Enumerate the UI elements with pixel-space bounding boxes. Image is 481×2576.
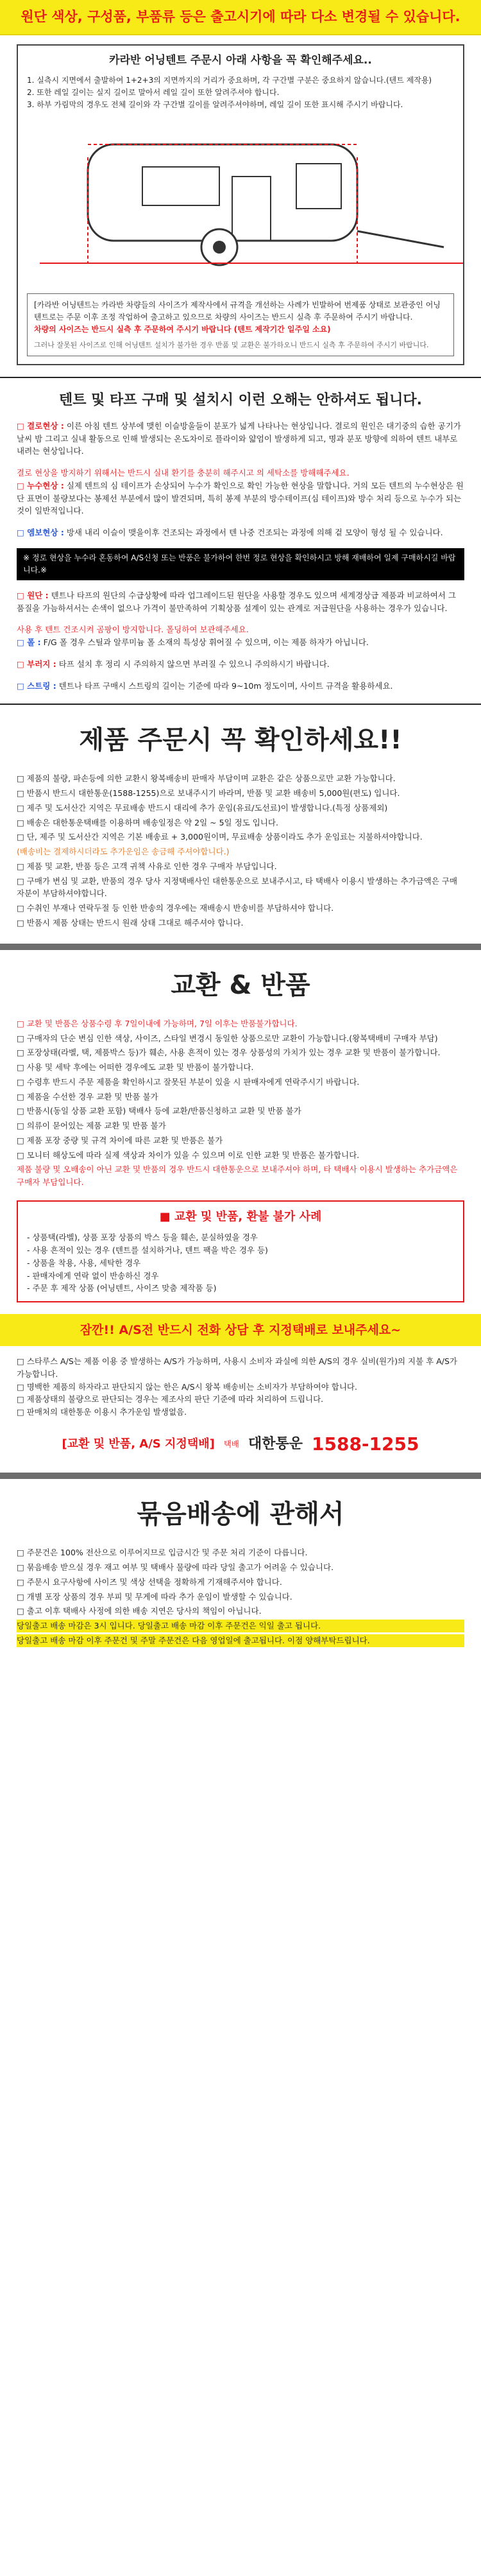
no-refund-item: - 상품을 착용, 사용, 세탁한 경우 xyxy=(27,1258,141,1268)
courier-info xyxy=(0,1430,481,1458)
para-text: 이른 아침 텐트 상부에 맺힌 이슬방울들이 분포가 넓게 나타나는 현상입니다. 결로의 원인은 대기중의 습한 공기가 날씨 밤 그리고 실내 활동으로 인해 발생되는 온도차이로 플라이와 얇엄이 발생하게 되고, 명과 분포 방향에 의하여 텐트 내부로 내려는 현상입니다. xyxy=(17,420,461,456)
exchange-title: 교환 & 반품 xyxy=(171,970,310,1000)
courier-brand-small: 택배 xyxy=(223,1439,239,1449)
camper-diagram xyxy=(27,119,454,286)
tent-para xyxy=(17,636,464,649)
exchange-list xyxy=(17,1017,464,1189)
exchange-line: □ 제품 포장 중량 및 규격 차이에 따른 교환 및 반품은 불가 xyxy=(17,1135,223,1145)
order-check-section xyxy=(0,720,481,929)
camper-note xyxy=(27,293,454,356)
exchange-section xyxy=(0,965,481,1189)
tent-section xyxy=(0,390,481,692)
order-line: □ 반품시 반드시 대한통운(1588-1255)으로 보내주시기 바라며, 반품 및 교환 배송비 5,000원(편도) 입니다. xyxy=(17,788,400,799)
bundle-line: □ 주문시 요구사항에 사이즈 및 색상 선택을 정확하게 기재해주셔야 합니다. xyxy=(17,1577,282,1587)
order-check-title: 제품 주문시 꼭 확인하세요!! xyxy=(79,725,402,756)
order-line: □ 제품 및 교환, 반품 등은 고객 귀책 사유로 인한 경우 구매자 부담입니다. xyxy=(17,861,277,871)
para-text: 실제 텐트의 심 테이프가 손상되어 누수가 확인으로 확인 가능한 현상을 말합니다. 거의 모든 텐트의 누수현상은 원단 표면이 불량보다는 봉제선 부분에서 많이 발견되며, 특히 봉제 부분의 방수테이프(심 테이프)와 방수 처리 등으로 누수가 되는 것이 일반적입니다. xyxy=(17,480,464,516)
notice-item: 2. 또한 레일 길이는 실지 길이로 말아서 레일 길이 또한 알려주셔야 합니다. xyxy=(27,87,280,97)
order-line: □ 수취인 부재나 연락두절 등 인한 반송의 경우에는 재배송시 반송비를 부담하셔야 합니다. xyxy=(17,903,334,913)
para-text: 타프 설치 후 정리 시 주의하지 않으면 부러질 수 있으니 주의하시기 바랍니다. xyxy=(58,659,330,669)
as-line: □ 판매처의 대한통운 이용시 추가운임 발생없음. xyxy=(17,1407,187,1417)
bundle-highlight: 당일출고 배송 마감은 3시 입니다. 당일출고 배송 마감 이후 주문건은 익일 출고 됩니다. xyxy=(17,1620,464,1632)
no-refund-item: - 판매자에게 연락 없이 반송하신 경우 xyxy=(27,1270,159,1281)
as-line: □ 명백한 제품의 하자라고 판단되지 않는 한은 A/S시 왕복 배송비는 소비자가 부담하여야 합니다. xyxy=(17,1381,357,1392)
notice-list xyxy=(27,74,454,111)
notice-note: [카라반 어닝텐트는 카라반 차량들의 사이즈가 제작사에서 규격을 개선하는 사례가 빈발하여 번제품 상태로 보관중인 어닝텐트로는 주문 이후 조정 작업하여 출고하고 있으므로 차량의 사이즈는 반드시 실측 후 주문하여 주시기 바랍니다. xyxy=(34,300,441,322)
no-refund-item: - 상품택(라벨), 상품 포장 상품의 박스 등을 훼손, 분실하였을 경우 xyxy=(27,1232,258,1243)
divider xyxy=(0,377,481,378)
exchange-line: □ 반품시(동일 상품 교환 포함) 택배사 등에 교환/반품신청하고 교환 및 반품 불가 xyxy=(17,1106,301,1116)
bundle-line: □ 주문건은 100% 전산으로 이루어지므로 입금시간 및 주문 처리 기준이 다릅니다. xyxy=(17,1548,308,1558)
tent-para xyxy=(17,480,464,517)
notice-title: 카라반 어닝텐트 주문시 아래 사항을 꼭 확인해주세요.. xyxy=(109,54,372,67)
tent-section-title: 텐트 및 타프 구매 및 설치시 이런 오해는 안하셔도 됩니다. xyxy=(58,392,423,409)
as-line: □ 스타루스 A/S는 제품 이용 중 발생하는 A/S가 가능하며, 사용시 소비자 과실에 의한 A/S의 경우 실비(원가)의 지불 후 A/S가 가능합니다. xyxy=(17,1356,457,1379)
para-head: □ 원단 : xyxy=(17,590,49,600)
notice-note-small: 그러나 잘못된 사이즈로 인해 어닝텐트 설치가 불가한 경우 반품 및 교환은 불가하오니 반드시 실측 후 주문하여 주시기 바랍니다. xyxy=(34,340,429,349)
order-note-red: (배송비는 결제하시더라도 추가운임은 송금해 주셔야합니다.) xyxy=(17,847,230,857)
tent-para xyxy=(17,680,464,693)
bundle-section xyxy=(0,1494,481,1647)
para-text: 텐트나 타프 구매시 스트링의 길이는 기준에 따라 9~10m 정도이며, 사이트 규격을 활용하세요. xyxy=(58,680,393,691)
caravan-illustration xyxy=(27,119,472,286)
order-check-list xyxy=(17,772,464,929)
para-text: 방새 내리 이슬이 맺을이후 건조되는 과정에서 텐 나중 건조되는 과정에 의해 겉 모양이 형성 될 수 있습니다. xyxy=(66,528,443,538)
no-refund-item: - 사용 흔적이 있는 경우 (텐트를 설치하거나, 텐트 팩을 박은 경우 등) xyxy=(27,1245,268,1256)
bundle-title: 묶음배송에 관해서 xyxy=(137,1500,344,1530)
bundle-line: □ 출고 이후 택배사 사정에 의한 배송 지연은 당사의 책임이 아닙니다. xyxy=(17,1606,262,1616)
order-line: □ 단, 제주 및 도서산간 지역은 기본 배송료 + 3,000원이며, 무료배송 상품이라도 추가 운임료는 지불하셔야합니다. xyxy=(17,832,423,842)
order-line: □ 반품시 제품 상태는 반드시 원래 상태 그대로 해주셔야 합니다. xyxy=(17,917,244,928)
exchange-line: □ 구매자의 단순 변심 인한 색상, 사이즈, 스타일 변경시 동일한 상품으로만 교환이 가능합니다.(왕복택배비 구매자 부담) xyxy=(17,1033,438,1043)
exchange-line: □ 사용 및 세탁 후에는 어떠한 경우에도 교환 및 반품이 불가합니다. xyxy=(17,1062,254,1073)
order-line: □ 구매가 변심 및 교환, 반품의 경우 당사 지정택배사인 대한통운으로 보내주시고, 타 택배사 이용시 발생하는 추가금액은 구매자분이 부담하셔야합니다. xyxy=(17,876,458,899)
top-banner: 원단 색상, 구성품, 부품류 등은 출고시기에 따라 다소 변경될 수 있습니다. xyxy=(0,0,481,35)
as-section xyxy=(0,1355,481,1419)
para-head: □ 폴 : xyxy=(17,637,41,648)
para-head: □ 결로현상 : xyxy=(17,420,64,431)
as-banner: 잠깐!! A/S전 반드시 전화 상담 후 지정택배로 보내주세요~ xyxy=(0,1314,481,1346)
tent-para xyxy=(17,589,464,615)
tent-red-line: 사용 후 텐트 건조시켜 곰팡이 방지합니다. 폴딩하여 보관해주세요. xyxy=(17,625,249,635)
tent-red-line: 결로 현상을 방지하기 위해서는 반드시 실내 환기를 충분히 해주시고 의 세탁소를 방해해주세요. xyxy=(17,468,350,478)
condensation-warning: ※ 정로 현상을 누수라 혼동하여 A/S신청 또는 반품은 불가하여 한번 정로 현상을 확인하시고 방해 재배하여 일제 구매하시길 바랍니다.※ xyxy=(17,548,464,580)
no-refund-box xyxy=(17,1200,464,1302)
bundle-highlight: 당일출고 배송 마감 이후 주문건 및 주말 주문건은 다음 영업일에 출고됩니다. 이점 양해부탁드립니다. xyxy=(17,1634,464,1647)
notice-note-red: 차량의 사이즈는 반드시 실측 후 주문하여 주시기 바랍니다 (텐트 제작기간 일주일 소요) xyxy=(34,324,331,334)
order-line: □ 제품의 불량, 파손등에 의한 교환시 왕복배송비 판매자 부담이며 교환은 같은 상품으로만 교환 가능합니다. xyxy=(17,774,396,784)
bundle-list xyxy=(17,1546,464,1647)
no-refund-title: ■ 교환 및 반품, 환불 불가 사례 xyxy=(159,1209,322,1223)
section-divider-bar xyxy=(0,1473,481,1479)
section-divider-bar xyxy=(0,944,481,950)
tent-para xyxy=(17,420,464,458)
para-head: □ 누수현상 : xyxy=(17,480,64,490)
tent-para xyxy=(17,526,464,539)
bundle-line: □ 개별 포장 상품의 경우 부피 및 무게에 따라 추가 운임이 발생할 수 있습니다. xyxy=(17,1591,292,1602)
exchange-highlight: 제품 불량 및 오배송이 아닌 교환 및 반품의 경우 반드시 대한통운으로 보내주셔야 하며, 타 택배사 이용시 발생하는 추가금액은 구매자 부담입니다. xyxy=(17,1164,458,1188)
courier-phone[interactable]: 1588-1255 xyxy=(312,1433,419,1455)
para-head: □ 스트링 : xyxy=(17,680,56,691)
exchange-line: □ 의류이 묻어있는 제품 교환 및 반품 불가 xyxy=(17,1121,166,1131)
exchange-line: □ 제품을 수선한 경우 교환 및 반품 불가 xyxy=(17,1091,158,1102)
divider xyxy=(0,704,481,705)
para-text: 텐트나 타프의 원단의 수급상황에 따라 업그레이드된 원단을 사용할 경우도 있으며 세계경상급 제품과 비교하여서 그 품질을 가늠하셔서는 손색이 없으나 가격이 불만족하여 기획상품 설계이 있는 관계로 저급원단을 사용하는 경우가 있습니다. xyxy=(17,590,456,613)
order-line: □ 배송은 대한통운택배를 이용하며 배송일정은 약 2일 ~ 5일 정도 입니다. xyxy=(17,817,278,827)
no-refund-item: - 주문 후 제작 상품 (어닝텐트, 사이즈 맞춤 제작품 등) xyxy=(27,1283,217,1293)
as-line: □ 제품상태의 불량으로 판단되는 경우는 제조사의 판단 기준에 따라 처리하여 드립니다. xyxy=(17,1394,324,1405)
notice-item: 1. 실측시 지면에서 출발하여 1+2+3의 지면까지의 거리가 중요하며, 각 구간별 구분은 중요하지 않습니다.(텐트 제작용) xyxy=(27,76,432,85)
order-line: □ 제주 및 도서산간 지역은 무료배송 반드시 대리에 추가 운임(유료/도선료)이 발생합니다.(특정 상품제외) xyxy=(17,802,388,813)
caravan-notice xyxy=(17,44,464,365)
notice-item: 3. 하부 가림막의 경우도 전체 길이와 각 구간별 길이를 알려주셔야하며, 레일 길이 또한 표시해 주시기 바랍니다. xyxy=(27,99,403,109)
exchange-line: □ 포장상태(라벨, 택, 제품박스 등)가 훼손, 사용 흔적이 있는 경우 상품성의 가치가 있는 경우 교환 및 반품이 불가합니다. xyxy=(17,1048,441,1058)
courier-label: [교환 및 반품, A/S 지정택배] xyxy=(62,1437,215,1451)
para-head: □ 부러지 : xyxy=(17,659,56,669)
exchange-line: □ 수령후 반드시 주문 제품을 확인하시고 잘못된 부분이 있을 시 판매자에게 연락주시기 바랍니다. xyxy=(17,1076,360,1087)
bundle-line: □ 묶음배송 받으실 경우 재고 여부 및 택배사 물량에 따라 당일 출고가 어려울 수 있습니다. xyxy=(17,1562,334,1573)
courier-brand: 대한통운 xyxy=(248,1435,303,1452)
exchange-line: □ 교환 및 반품은 상품수령 후 7일이내에 가능하며, 7일 이후는 반품불가합니다. xyxy=(17,1018,298,1028)
tent-para xyxy=(17,658,464,671)
para-head: □ 엠보현상 : xyxy=(17,528,64,538)
exchange-line: □ 모니터 해상도에 따라 실제 색상과 차이가 있을 수 있으며 이로 인한 교환 및 반품은 불가합니다. xyxy=(17,1150,360,1160)
para-text: F/G 폴 경우 스틸과 알루미늄 폴 소재의 특성상 휘어질 수 있으며, 이는 제품 하자가 아닙니다. xyxy=(43,637,369,648)
